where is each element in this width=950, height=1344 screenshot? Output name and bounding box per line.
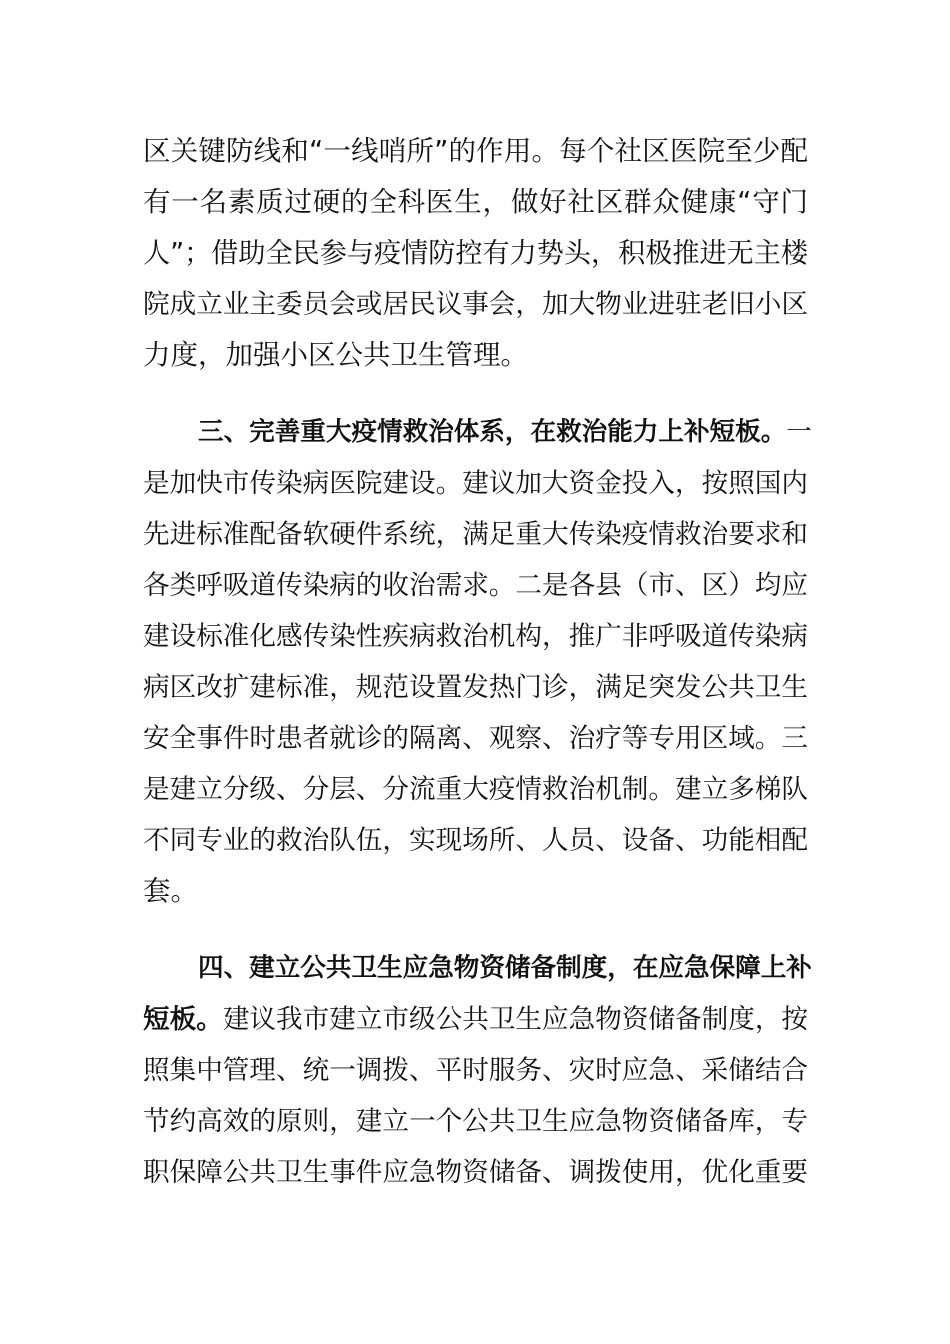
- text-line: 区关键防线和“一线哨所”的作用。每个社区医院至少配: [143, 135, 808, 167]
- section-heading: 四、建立公共卫生应急物资储备制度，在应急保障上补: [198, 953, 812, 983]
- section-heading-continued: 短板。: [143, 1004, 223, 1035]
- text-line: [143, 994, 808, 1045]
- text-line: 先进标准配备软硬件系统，满足重大传染疫情救治要求和: [143, 519, 808, 550]
- paragraph-spacer: [143, 917, 808, 943]
- section-heading: 三、完善重大疫情救治体系，在救治能力上补短板。: [198, 417, 787, 447]
- text-line: 是加快市传染病医院建设。建议加大资金投入，按照国内: [143, 468, 808, 499]
- paragraph-treatment-system: [143, 407, 812, 917]
- paragraph-spacer: [143, 381, 808, 407]
- text-run: 建议我市建立市级公共卫生应急物资储备制度，按: [222, 1004, 809, 1035]
- paragraph-community: [143, 126, 808, 381]
- text-line: 院成立业主委员会或居民议事会，加大物业进驻老旧小区: [143, 289, 808, 320]
- text-line: 各类呼吸道传染病的收治需求。二是各县（市、区）均应: [143, 570, 808, 601]
- text-run: 一: [786, 417, 812, 447]
- text-line: 安全事件时患者就诊的隔离、观察、治疗等专用区域。三: [143, 723, 808, 754]
- text-line: 有一名素质过硬的全科医生，做好社区群众健康“守门: [143, 186, 808, 218]
- text-line: 照集中管理、统一调拨、平时服务、灾时应急、采储结合: [143, 1055, 808, 1086]
- text-line: 套。: [143, 875, 198, 907]
- text-line: [143, 407, 812, 458]
- text-line: 节约高效的原则，建立一个公共卫生应急物资储备库，专: [143, 1106, 808, 1137]
- text-line: 不同专业的救治队伍，实现场所、人员、设备、功能相配: [143, 825, 808, 856]
- text-line: 职保障公共卫生事件应急物资储备、调拨使用，优化重要: [143, 1157, 808, 1188]
- text-line: 力度，加强小区公共卫生管理。: [143, 339, 528, 371]
- text-line: 建设标准化感传染性疾病救治机构，推广非呼吸道传染病: [143, 621, 808, 652]
- paragraph-emergency-reserve: [143, 943, 812, 1198]
- text-line: 病区改扩建标准，规范设置发热门诊，满足突发公共卫生: [143, 672, 808, 703]
- text-line: 是建立分级、分层、分流重大疫情救治机制。建立多梯队: [143, 774, 808, 805]
- document-body: [143, 126, 812, 1198]
- text-line: 人”；借助全民参与疫情防控有力势头，积极推进无主楼: [143, 238, 808, 269]
